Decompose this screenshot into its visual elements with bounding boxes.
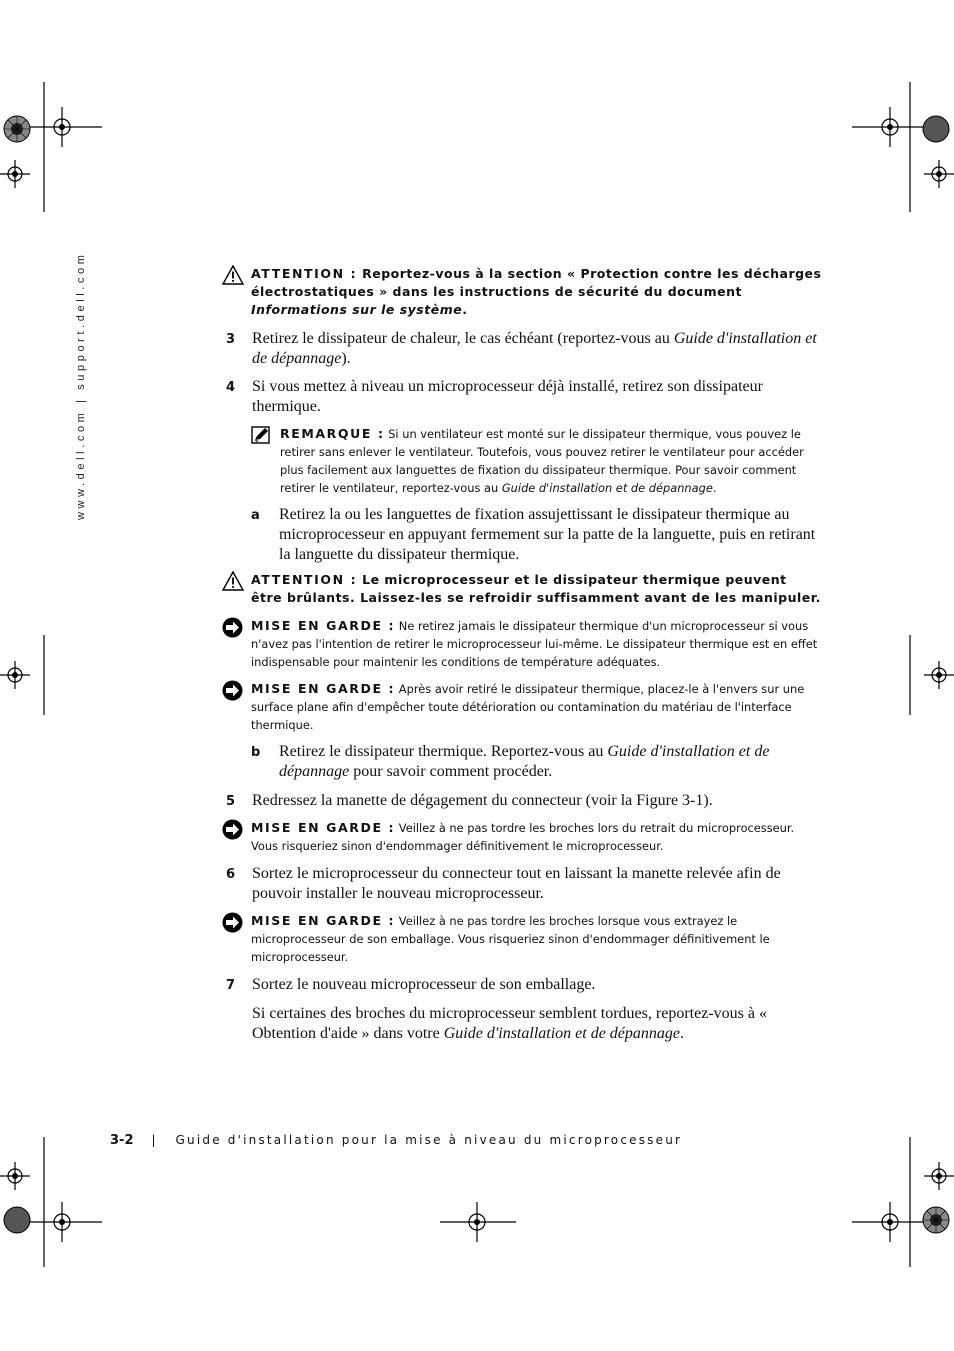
attention-notice-esd [222,265,822,319]
caution-text: Après avoir retiré le dissipateur thermique, placez-le à l'envers sur une surface plane afin d'empêcher toute détérioration ou contamination du matériau de l'interface thermique. [251,682,805,732]
step-number: 7 [226,978,236,993]
remarque-doc-title: Guide d'installation et de dépannage [501,481,713,495]
caution-arrow-icon [222,912,243,933]
caution-notice-3 [222,819,822,855]
attention-notice-hot [222,571,822,607]
caution-text: Veillez à ne pas tordre les broches lorsque vous extrayez le microprocesseur de son emballage. Vous risqueriez sinon d'endommager définitivement le microprocesseur. [251,914,770,964]
remarque-text: Si un ventilateur est monté sur le dissipateur thermique, vous pouvez le retirer sans enlever le ventilateur. Toutefois, vous pouvez retirer le ventilateur pour accéder plus facilement aux languettes de fixation du dissipateur thermique. Pour savoir comment retirer le ventilateur, reportez-vous au [280,427,804,495]
caution-arrow-icon [222,617,243,638]
step-number: 4 [226,380,236,395]
caution-notice-2 [222,680,822,734]
footer-title: Guide d'installation pour la mise à niveau du microprocesseur [175,1133,683,1147]
attention-end: . [462,302,468,317]
step-text: Redressez la manette de dégagement du connecteur (voir la Figure 3-1). [252,792,713,809]
substep-letter: b [251,745,261,760]
warning-triangle-icon [222,265,244,285]
remarque-label: REMARQUE : [280,426,385,441]
warning-triangle-icon [222,571,244,591]
step-6 [226,864,821,904]
caution-label: MISE EN GARDE : [251,681,396,696]
page-footer [110,1133,682,1148]
attention-text: Reportez-vous à la section « Protection contre les décharges électrostatiques » dans les instructions de sécurité du document [251,266,822,299]
step-doc-title: Guide d'installation et de dépannage [252,330,817,367]
step-text: Sortez le microprocesseur du connecteur tout en laissant la manette relevée afin de pouvoir installer le nouveau microprocesseur. [252,865,781,902]
paragraph-text: Si certaines des broches du microprocesseur semblent tordues, reportez-vous à « Obtention d'aide » dans votre [252,1005,767,1042]
step-text: Si vous mettez à niveau un microprocesseur déjà installé, retirez son dissipateur thermique. [252,378,763,415]
page-number: 3-2 [110,1133,134,1148]
attention-label: ATTENTION : [251,266,358,281]
caution-arrow-icon [222,680,243,701]
substep-b [251,742,821,782]
step-4 [226,377,821,417]
paragraph-doc-title: Guide d'installation et de dépannage [443,1025,681,1042]
step-5 [226,791,821,811]
caution-label: MISE EN GARDE : [251,913,396,928]
attention-text: Le microprocesseur et le dissipateur thermique peuvent être brûlants. Laissez-les se refroidir suffisamment avant de les manipuler. [251,572,821,605]
sidebar-url: www.dell.com | support.dell.com [75,251,87,520]
attention-label: ATTENTION : [251,572,358,587]
caution-text: Veillez à ne pas tordre les broches lors du retrait du microprocesseur. Vous risqueriez sinon d'endommager définitivement le microprocesseur. [251,821,795,853]
step-7 [226,975,821,995]
substep-a [251,505,821,565]
caution-arrow-icon [222,819,243,840]
step-7-paragraph [252,1004,822,1044]
note-pencil-icon [251,426,271,444]
step-3 [226,329,821,369]
step-number: 5 [226,794,236,809]
step-number: 3 [226,332,236,347]
attention-doc-title: Informations sur le système [251,302,463,317]
remarque-note [251,425,821,497]
caution-label: MISE EN GARDE : [251,820,396,835]
caution-notice-1 [222,617,822,671]
substep-text: Retirez la ou les languettes de fixation assujettissant le dissipateur thermique au microprocesseur en appuyant fermement sur la patte de la languette, puis en retirant la languette du dissipateur thermique. [279,506,816,563]
substep-letter: a [251,508,260,523]
substep-end: pour savoir comment procéder. [353,763,553,780]
paragraph-end: . [680,1025,685,1042]
remarque-end: . [712,481,717,495]
footer-separator: | [151,1133,156,1147]
caution-text: Ne retirez jamais le dissipateur thermique d'un microprocesseur si vous n'avez pas l'intention de retirer le microprocesseur lui-même. Le dissipateur thermique est en effet indispensable pour maintenir les conditions de température adéquates. [251,619,818,669]
step-text: Sortez le nouveau microprocesseur de son emballage. [252,976,596,993]
substep-text: Retirez le dissipateur thermique. Reportez-vous au [279,743,604,760]
substep-doc-title: Guide d'installation et de dépannage [279,743,770,780]
step-end: ). [341,350,351,367]
step-text: Retirez le dissipateur de chaleur, le cas échéant (reportez-vous au [252,330,670,347]
caution-notice-4 [222,912,822,966]
caution-label: MISE EN GARDE : [251,618,396,633]
step-number: 6 [226,867,236,882]
